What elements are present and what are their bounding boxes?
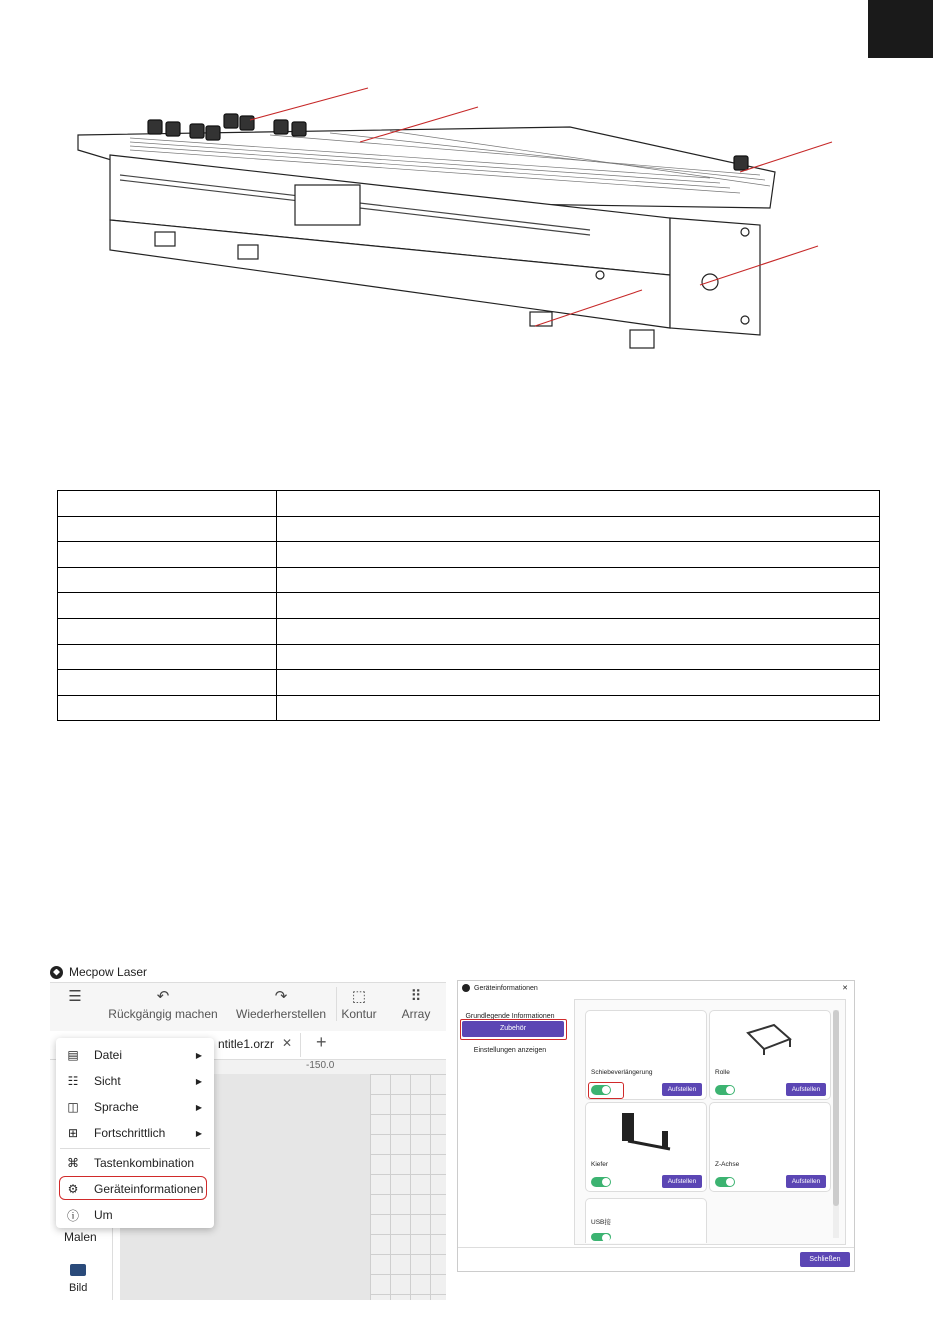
spec-row [58,542,880,568]
menu-item-advanced[interactable] [56,1120,214,1146]
spec-value-cell [277,644,880,670]
spec-label-cell [58,567,277,593]
nav-basic-info[interactable]: Grundlegende Informationen [465,1013,555,1020]
accessory-card [709,1010,831,1100]
menu-item-about[interactable] [56,1202,214,1228]
menu-button[interactable] [60,987,90,1007]
spec-row [58,491,880,517]
contour-button[interactable] [336,987,381,1021]
image-icon[interactable] [70,1264,86,1276]
product-illustration [70,80,860,370]
mecpow-logo-icon [50,966,63,979]
accessory-toggle[interactable] [591,1233,611,1241]
mecpow-logo-icon [462,984,470,992]
highlight-ring [59,1176,207,1200]
spec-row [58,695,880,721]
tab-document[interactable]: ntitle1.orzr [218,1037,275,1051]
spec-table [57,490,880,721]
undo-label: Rückgängig machen [108,1007,218,1021]
chuck-rotary-picture [616,1109,676,1155]
undo-button[interactable] [108,987,218,1021]
setup-button[interactable]: Aufstellen [786,1083,826,1096]
menu-item-label: Tastenkombination [94,1156,195,1170]
spec-label-cell [58,644,277,670]
menu-item-label: Sicht [94,1074,121,1088]
spec-value-cell [277,491,880,517]
submenu-arrow-icon: ▶ [195,1050,202,1060]
spec-label-cell [58,695,277,721]
redo-button[interactable] [236,987,326,1021]
command-icon: ⌘ [67,1156,79,1170]
setup-button[interactable]: Aufstellen [662,1175,702,1188]
footer-divider [458,1247,854,1248]
accessory-label: Z-Achse [715,1161,740,1168]
menu-item-label: Sprache [94,1100,139,1114]
accessory-card [585,1198,707,1243]
accessory-label: Rolle [715,1069,730,1076]
highlight-ring [460,1019,567,1040]
scrollbar-thumb[interactable] [833,1010,839,1206]
main-menu [56,1038,214,1228]
roller-picture [744,1023,794,1057]
close-button[interactable]: Schließen [800,1252,850,1267]
app-title: Mecpow Laser [69,965,148,979]
spec-label-cell [58,618,277,644]
menu-item-file[interactable] [56,1042,214,1068]
image-tool-label[interactable]: Bild [69,1282,88,1294]
spec-value-cell [277,516,880,542]
add-tab-icon[interactable]: + [316,1032,327,1052]
nav-show-settings[interactable]: Einstellungen anzeigen [473,1047,547,1054]
spec-value-cell [277,542,880,568]
accessory-toggle[interactable] [715,1177,735,1187]
accessory-card [709,1102,831,1192]
dialog-title-bar [458,981,854,995]
spec-value-cell [277,618,880,644]
spec-label-cell [58,593,277,619]
dialog-title: Geräteinformationen [474,984,538,992]
menu-item-language[interactable] [56,1094,214,1120]
app-title-bar [50,962,147,982]
tab-divider [300,1033,301,1057]
spec-label-cell [58,516,277,542]
menu-item-label: Datei [94,1048,123,1062]
menu-item-view[interactable] [56,1068,214,1094]
undo-icon: ↶ [156,988,170,1005]
menu-item-label: Um [94,1208,113,1222]
gear-icon: ⚙ [67,1182,79,1196]
page-corner-tab [868,0,933,58]
accessory-card [585,1102,707,1192]
submenu-arrow-icon: ▶ [195,1102,202,1112]
device-info-dialog [457,980,855,1272]
spec-value-cell [277,567,880,593]
accessories-panel [574,999,846,1245]
accessory-label: Schiebeverlängerung [591,1069,653,1076]
array-label: Array [401,1007,431,1021]
spec-value-cell [277,695,880,721]
contour-icon: ⬚ [351,988,367,1005]
menu-divider [60,1148,210,1149]
ruler-label: -150.0 [306,1060,335,1071]
setup-button[interactable]: Aufstellen [786,1175,826,1188]
spec-value-cell [277,670,880,696]
accessory-label: USB接 [591,1219,611,1226]
accessory-toggle[interactable] [715,1085,735,1095]
canvas-grid [370,1074,446,1300]
setup-button[interactable]: Aufstellen [662,1083,702,1096]
highlight-ring [588,1082,624,1099]
contour-label: Kontur [341,1007,377,1021]
spec-label-cell [58,542,277,568]
array-button[interactable] [394,987,438,1021]
menu-item-label: Geräteinformationen [94,1182,204,1196]
spec-value-cell [277,593,880,619]
spec-row [58,516,880,542]
toolbar [50,982,446,1032]
file-icon: ▤ [67,1048,79,1062]
spec-label-cell [58,491,277,517]
array-icon: ⠿ [410,988,422,1005]
hamburger-menu-icon: ☰ [68,988,82,1005]
spec-row [58,644,880,670]
tab-close-icon[interactable]: ✕ [282,1036,293,1050]
nav-accessories[interactable]: Zubehör [462,1021,564,1037]
accessory-toggle[interactable] [591,1177,611,1187]
mecpow-laser-screenshot [50,962,446,1300]
spec-row [58,567,880,593]
paint-tool-label[interactable]: Malen [64,1230,97,1244]
accessory-label: Kiefer [591,1161,608,1168]
list-icon: ☷ [67,1074,79,1088]
spec-row [58,618,880,644]
submenu-arrow-icon: ▶ [195,1128,202,1138]
menu-item-label: Fortschrittlich [94,1126,166,1140]
scrollbar[interactable] [833,1010,839,1238]
menu-item-shortcuts[interactable] [56,1150,214,1176]
grid-icon: ⊞ [67,1126,79,1140]
redo-label: Wiederherstellen [236,1007,327,1021]
spec-label-cell [58,670,277,696]
spec-row [58,670,880,696]
redo-icon: ↷ [274,988,288,1005]
spec-row [58,593,880,619]
language-icon: ◫ [67,1100,79,1114]
close-icon[interactable]: ✕ [842,985,848,992]
info-icon: ⓘ [66,1208,79,1223]
submenu-arrow-icon: ▶ [195,1076,202,1086]
